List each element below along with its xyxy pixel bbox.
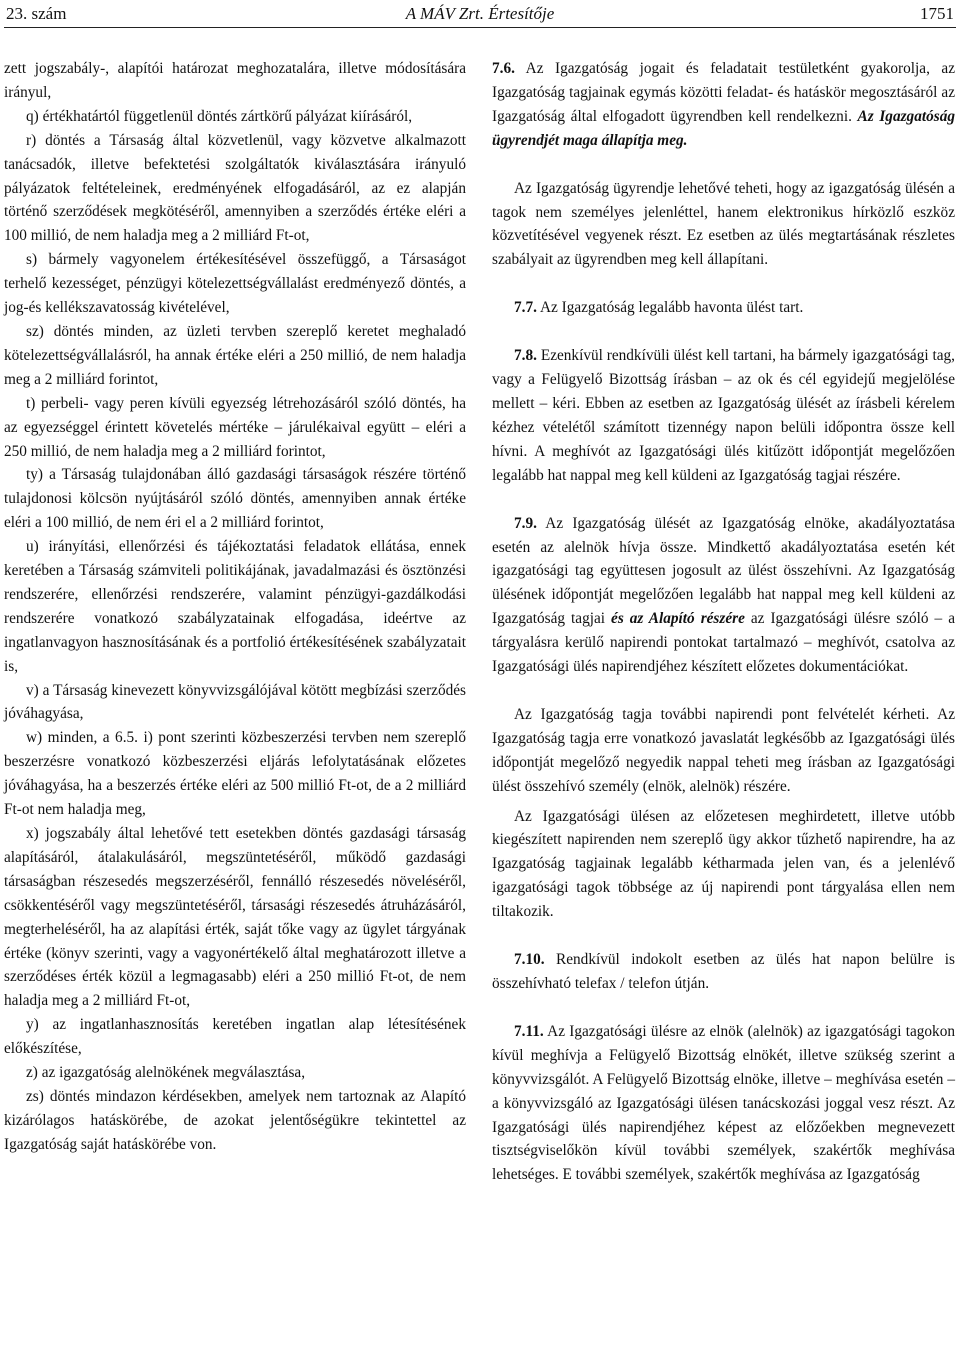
list-item: z) az igazgatóság alelnökének megválasztása, (26, 1064, 306, 1082)
section-7-10 (492, 948, 955, 996)
section-text: Az Igazgatóság ülését az Igazgatóság elnöke, akadályoztatása esetén az alelnök hívja össze. Mindkettő akadályoztatása esetén két igazgatósági tag együttesen jogosult az ülést összehívni. Az Igazgatóság ülésének időpontját megelőzően legalább hat nappal meg kell küldeni az Igazgatóság tagjai (492, 514, 955, 628)
section-7-6 (492, 57, 955, 153)
paragraph: zett jogszabály-, alapítói határozat meghozatalára, illetve módosítására irányul, (4, 60, 466, 101)
section-text: az Igazgatósági ülésre szóló – a tárgyalásra kerülő napirendi pontokat tartalmazó – meghívót, csatolva az Igazgatósági ülés napirendjéhez készített előzetes dokumentációkat. (492, 610, 955, 676)
emphasis: és az Alapító részére (611, 610, 745, 628)
emphasis: Az Igazgatóság ügyrendjét maga állapítja meg. (492, 107, 955, 149)
section-7-8 (492, 344, 955, 487)
right-column (492, 57, 955, 1187)
section-7-11 (492, 1020, 955, 1187)
issue-number: 23. szám (6, 4, 67, 23)
section-text: Az Igazgatósági ülésre az elnök (alelnök) az igazgatósági tagokon kívül meghívja a Felügyelő Bizottság elnökét, illetve szükség szerint a könyvvizsgálót. A Felügyelő Bizottság elnöke, illetve – meghívása esetén – a könyvvizsgáló az Igazgatósági ülésen tanácskozási joggal vesz részt. Az Igazgatósági ülés napirendjéhez képest az előzőekben megnevezett tisztségviselőkön kívül további személyek, szakértők meghívása lehetséges. E további személyek, szakértők meghívása az Igazgatóság (492, 1022, 955, 1184)
section-number: 7.10. (514, 951, 545, 969)
section-7-9 (492, 512, 955, 679)
paragraph: Az Igazgatóság tagja további napirendi pont felvételét kérheti. Az Igazgatóság tagja erre vonatkozó javaslatát legkésőbb az Igazgatósági ülés időpontját megelőző negyedik nappal teheti meg írásban az Igazgatósági ülést összehívó személy (elnök, alelnök) részére. (492, 705, 955, 795)
header-divider (4, 27, 956, 28)
section-number: 7.9. (514, 514, 537, 532)
section-number: 7.6. (492, 60, 515, 77)
list-item: x) jogszabály által lehetővé tett esetekben döntés gazdasági társaság alapításáról, átalakulásáról, megszüntetéséről, működő gazdasági társaságban részesedés megszerzéséről, fennálló részesedés növeléséről, csökkentéséről vagy megszüntetéséről, társasági részesedés átruházásáról, megterheléséről, ha az alapítási érték, saját tőke vagy az ügylet tárgyának értéke (könyv szerinti, vagy a vagyonértékelő által meghatározott illetve a szerződéses érték közül a legmagasabb) eléri a 250 millió Ft-ot, de nem haladja meg a 2 milliárd Ft-ot, (4, 825, 466, 1010)
list-item: zs) döntés mindazon kérdésekben, amelyek nem tartoznak az Alapító kizárólagos hatáskörébe, de azokat jelentőségükre tekintettel az Igazgatóság saját hatáskörébe von. (4, 1087, 466, 1153)
section-number: 7.8. (514, 347, 537, 365)
section-number: 7.7. (514, 299, 537, 317)
section-text: Ezenkívül rendkívüli ülést kell tartani, ha bármely igazgatósági tag, vagy a Felügyelő Bizottság írásban – az ok és cél egyidejű megjelölése mellett – kéri. Ebben az esetben az Igazgatóság ülését az írásbeli kérelem kézhez vételétől számított tizennégy napon belüli időpontra össze kell hívni. A meghívót az Igazgatósági ülés kitűzött időpontját megelőzően legalább hat nappal meg kell küldeni az Igazgatóság tagjai részére. (492, 347, 956, 484)
list-item: t) perbeli- vagy peren kívüli egyezség létrehozásáról szóló döntés, ha az egyezséggel érintett követelés mértéke – járulékaival együtt – eléri a 250 millió, de nem haladja meg a 2 milliárd forintot, (4, 394, 466, 460)
left-column (4, 57, 466, 1157)
page-header (6, 4, 954, 28)
section-number: 7.11. (514, 1022, 544, 1040)
list-item: u) irányítási, ellenőrzési és tájékoztatási feladatok ellátása, ennek keretében a Társaság számviteli politikájának, javadalmazási és ösztönzési rendszerére, ellenőrzési rendszerére, valamint pénzügyi-gazdálkodási rendszerére vonatkozó szabályzatainak elfogadása, ideértve az ingatlanvagyon hasznosításának és a portfolió értékesítésének szabályzatait is, (4, 538, 466, 675)
list-item: q) értékhatártól függetlenül döntés zártkörű pályázat kiírásáról, (26, 107, 413, 125)
section-text: Rendkívül indokolt esetben az ülés hat napon belülre is összehívható telefax / telefon útján. (492, 951, 956, 992)
list-item: sz) döntés minden, az üzleti tervben szereplő keretet meghaladó kötelezettségvállalásról, ha annak értéke eléri a 250 millió, de nem haladja meg a 2 milliárd forintot, (4, 322, 466, 388)
list-item: ty) a Társaság tulajdonában álló gazdasági társaságok részére történő tulajdonosi kölcsön nyújtásáról szóló döntés, amennyiben annak értéke eléri a 100 millió, de nem éri el a 2 milliárd forintot, (4, 466, 466, 532)
paragraph: Az Igazgatóság ügyrendje lehetővé teheti, hogy az igazgatóság ülésén a tagok nem személyes jelenléttel, hanem elektronikus hírközlő eszköz közvetítésével vegyenek részt. Ez esetben az ülés megtartásának részletes szabályait az ügyrendben meg kell állapítani. (492, 179, 955, 269)
section-7-7 (492, 296, 955, 320)
list-item: w) minden, a 6.5. i) pont szerinti közbeszerzési tervben nem szereplő beszerzésre vonatkozó közbeszerzési eljárás lefolytatásának előzetes jóváhagyása, ha a beszerzés értéke eléri az 500 millió Ft-ot, de a 2 milliárd Ft-ot nem haladja meg, (4, 729, 466, 819)
paragraph: Az Igazgatósági ülésen az előzetesen meghirdetett, illetve utóbb kiegészített napirenden nem szereplő ügy akkor tűzhető napirendre, ha az Igazgatóság tagjainak legalább kétharmada jelen van, és a jelenlévő igazgatósági tagok többsége az új napirendi pont tárgyalása ellen nem tiltakozik. (492, 807, 955, 921)
page-number: 1751 (920, 4, 954, 23)
list-item: v) a Társaság kinevezett könyvvizsgálójával kötött megbízási szerződés jóváhagyása, (4, 681, 466, 723)
section-text: Az Igazgatóság jogait és feladatait testületként gyakorolja, az Igazgatóság tagjainak egymás közötti feladat- és hatáskör megosztásáról az Igazgatóság által elfogadott ügyrendben kell rendelkezni. (492, 60, 956, 125)
journal-title: A MÁV Zrt. Értesítője (405, 4, 555, 23)
list-item: s) bármely vagyonelem értékesítésével összefüggő, a Társaságot terhelő kezességet, pénzügyi kötelezettségvállalást eredményező döntés, a jog-és kellékszavatosság kivételével, (4, 251, 466, 317)
list-item: y) az ingatlanhasznosítás keretében ingatlan alap létesítésének előkészítése, (4, 1016, 466, 1058)
section-text: Az Igazgatóság legalább havonta ülést tart. (539, 299, 804, 317)
list-item: r) döntés a Társaság által közvetlenül, vagy közvetve alkalmazott tanácsadók, illetve befektetési szolgáltatók kiválasztására irányuló pályázatok feltételeinek, eredményének elfogadásáról, az ez alapján történő szerződések megkötéséről, amennyiben a szerződés értéke eléri a 100 millió, de nem haladja meg a 2 milliárd Ft-ot, (4, 131, 466, 245)
